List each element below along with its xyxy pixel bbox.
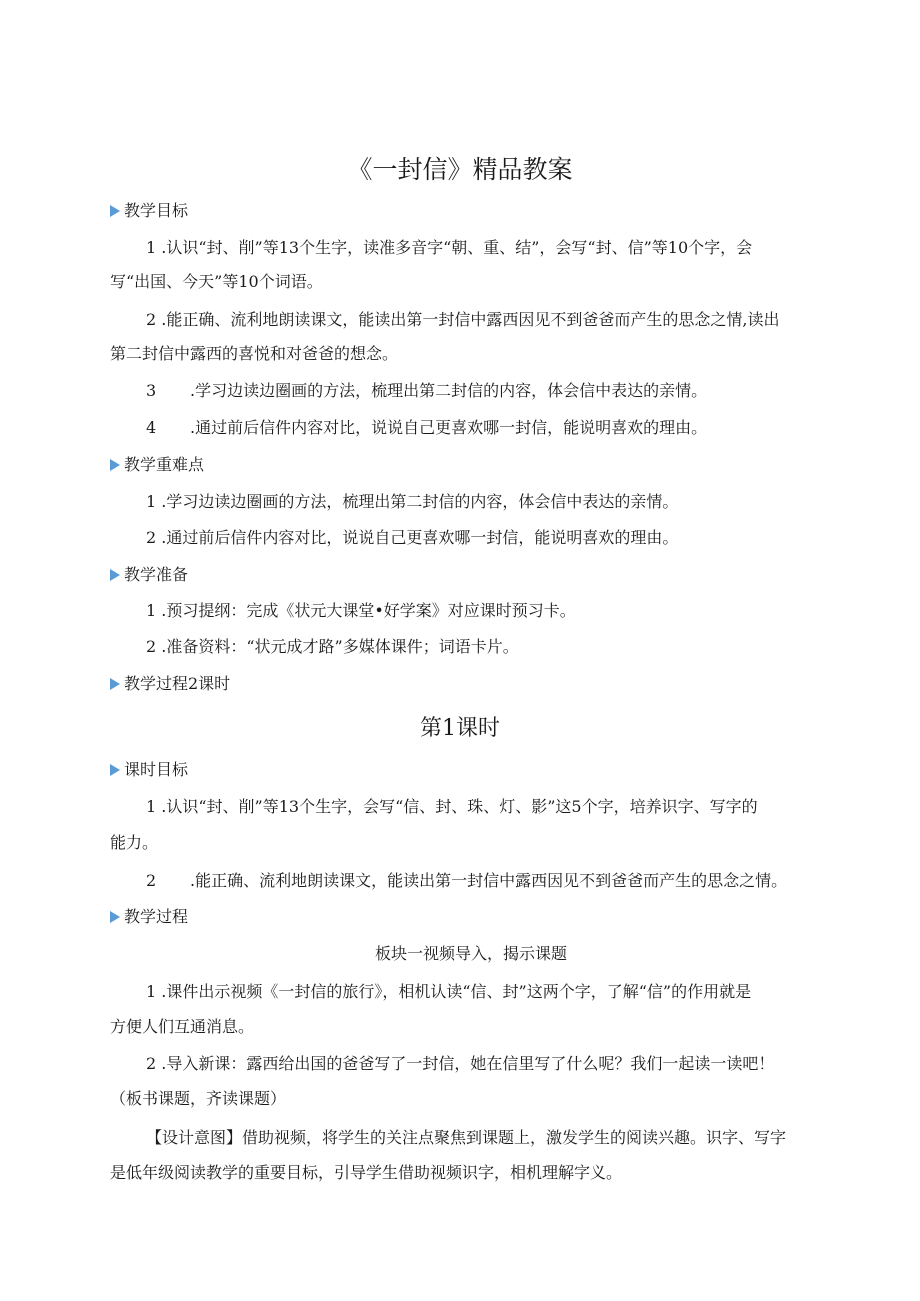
lesson-objective-1-line-2: 能力。	[110, 833, 159, 852]
preparation-1: 1 .预习提纲：完成《状元大课堂•好学案》对应课时预习卡。	[146, 601, 576, 620]
section-heading-process: 教学过程2课时	[110, 674, 230, 694]
lesson-objective-2-text: .能正确、流利地朗读课文，能读出第一封信中露西因见不到爸爸而产生的思念之情。	[190, 871, 788, 890]
preparation-2: 2 .准备资料：“状元成才路”多媒体课件；词语卡片。	[146, 637, 519, 656]
document-title: 《一封信》精品教案	[347, 155, 573, 184]
step-1-line-2: 方便人们互通消息。	[110, 1017, 255, 1036]
section-heading-lesson-process: 教学过程	[110, 907, 188, 927]
design-intent-line-1: 【设计意图】借助视频，将学生的关注点聚焦到课题上，激发学生的阅读兴趣。识字、写字	[146, 1128, 787, 1147]
design-intent-line-2: 是低年级阅读教学的重要目标，引导学生借助视频识字，相机理解字义。	[110, 1163, 623, 1182]
objective-1-line-2: 写“出国、今天”等10个词语。	[110, 272, 323, 291]
step-1-line-1: 1 .课件出示视频《一封信的旅行》，相机认读“信、封”这两个字，了解“信”的作用就是	[146, 982, 752, 1001]
objective-2-line-2: 第二封信中露西的喜悦和对爸爸的想念。	[110, 344, 399, 363]
triangle-bullet-icon	[110, 764, 120, 776]
section-heading-lesson-objectives: 课时目标	[110, 760, 188, 780]
key-point-2: 2 .通过前后信件内容对比，说说自己更喜欢哪一封信，能说明喜欢的理由。	[146, 528, 679, 547]
step-2-line-2: （板书课题，齐读课题）	[110, 1089, 287, 1108]
section-heading-key-points: 教学重难点	[110, 455, 204, 475]
triangle-bullet-icon	[110, 569, 120, 581]
section-heading-preparation: 教学准备	[110, 565, 188, 585]
objective-3-text: .学习边读边圈画的方法，梳理出第二封信的内容，体会信中表达的亲情。	[190, 381, 708, 400]
triangle-bullet-icon	[110, 911, 120, 923]
lesson-objective-2-number: 2	[146, 871, 157, 890]
triangle-bullet-icon	[110, 459, 120, 471]
objective-4-number: 4	[146, 418, 157, 437]
section-heading-objectives: 教学目标	[110, 201, 188, 221]
objective-1-line-1: 1 .认识“封、削”等13个生字，读准多音字“朝、重、结”，会写“封、信”等10个字，会	[146, 238, 753, 257]
step-2-line-1: 2 .导入新课：露西给出国的爸爸写了一封信，她在信里写了什么呢？我们一起读一读吧！	[146, 1054, 775, 1073]
lesson-objective-1-line-1: 1 .认识“封、削”等13个生字，会写“信、封、珠、灯、影”这5个字，培养识字、写字的	[146, 797, 758, 816]
triangle-bullet-icon	[110, 205, 120, 217]
key-point-1: 1 .学习边读边圈画的方法，梳理出第二封信的内容，体会信中表达的亲情。	[146, 492, 679, 511]
objective-3-number: 3	[146, 381, 157, 400]
objective-2-line-1: 2 .能正确、流利地朗读课文，能读出第一封信中露西因见不到爸爸而产生的思念之情,读出	[146, 310, 780, 329]
objective-4-text: .通过前后信件内容对比，说说自己更喜欢哪一封信，能说明喜欢的理由。	[190, 418, 708, 437]
triangle-bullet-icon	[110, 678, 120, 690]
block-title: 板块一视频导入，揭示课题	[374, 944, 567, 963]
lesson-title: 第1课时	[420, 716, 500, 741]
